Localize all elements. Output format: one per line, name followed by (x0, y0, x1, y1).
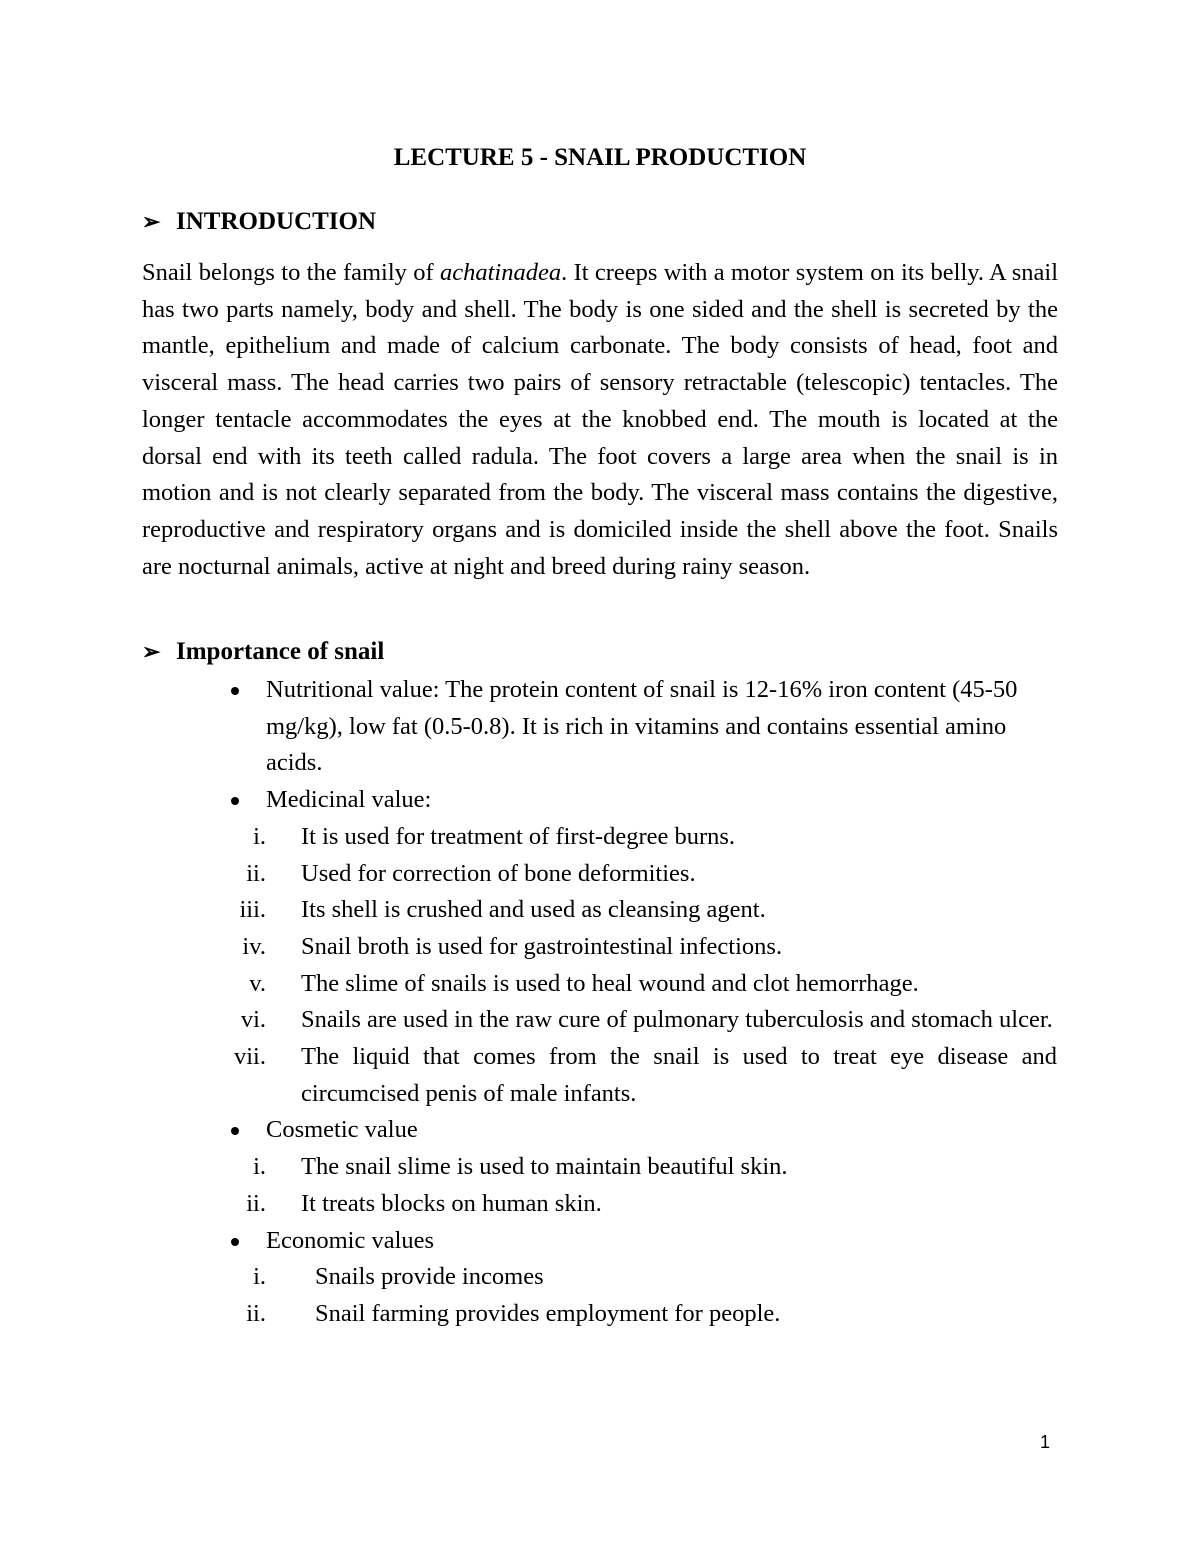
importance-list (0, 672, 1200, 1333)
list-item-number: vi. (240, 1006, 266, 1034)
heading-text: INTRODUCTION (176, 208, 377, 235)
bullet-text: Nutritional value: The protein content of snail is 12-16% iron content (45-50 mg/kg), low fat (0.5-0.8). It is rich in vitamins and contains essential amino acids. (266, 676, 1018, 777)
page-number: 1 (1040, 1432, 1051, 1452)
intro-text-rest: . It creeps with a motor system on its belly. A snail has two parts namely, body and shell. The body is one sided and the shell is secreted by the mantle, epithelium and made of calcium carbonate. The body consists of head, foot and visceral mass. The head carries two pairs of sensory retractable (telescopic) tentacles. The longer tentacle accommodates the eyes at the knobbed end. The mouth is located at the dorsal end with its teeth called radula. The foot covers a large area when the snail is in motion and is not clearly separated from the body. The visceral mass contains the digestive, reproductive and respiratory organs and is domiciled inside the shell above the foot. Snails are nocturnal animals, active at night and breed during rainy season. (142, 259, 1058, 580)
list-item-text: Snails provide incomes (315, 1263, 544, 1291)
arrow-bullet-icon: ➢ (142, 639, 161, 664)
list-item-number: vii. (234, 1043, 266, 1071)
list-item-text: Snail broth is used for gastrointestinal infections. (301, 932, 783, 960)
list-item (0, 856, 1057, 893)
section-heading-introduction (142, 204, 376, 240)
bullet-item-medicinal (0, 782, 1056, 819)
list-item (0, 819, 1057, 856)
list-item (0, 966, 1057, 1003)
list-item-number: iv. (242, 932, 266, 960)
list-item-text: Snail farming provides employment for people. (315, 1299, 781, 1327)
list-item-number: ii. (246, 1299, 266, 1327)
list-item-number: ii. (246, 859, 266, 887)
list-item-text: Snails are used in the raw cure of pulmonary tuberculosis and stomach ulcer. (301, 1006, 1053, 1034)
list-item (0, 1039, 1057, 1112)
list-item (0, 929, 1057, 966)
list-item-text: The slime of snails is used to heal wound and clot hemorrhage. (301, 969, 919, 997)
list-item-number: i. (253, 822, 266, 850)
bullet-text: Economic values (266, 1226, 435, 1254)
intro-italic-term: achatinadea (440, 259, 562, 286)
list-item (0, 1149, 1057, 1186)
list-item-number: i. (253, 1153, 266, 1181)
page-title: LECTURE 5 - SNAIL PRODUCTION (393, 144, 807, 171)
list-item (0, 1259, 1057, 1296)
list-item-text: It treats blocks on human skin. (301, 1189, 602, 1217)
list-item-text: It is used for treatment of first-degree burns. (301, 822, 736, 850)
list-item (0, 1186, 1057, 1223)
bullet-item-nutritional (0, 672, 1056, 782)
list-item (0, 892, 1057, 929)
list-item-number: ii. (246, 1189, 266, 1217)
bullet-dot-icon (231, 1238, 239, 1246)
list-item (0, 1296, 1057, 1333)
bullet-dot-icon (231, 797, 239, 805)
list-item-text: Its shell is crushed and used as cleansing agent. (301, 896, 766, 924)
bullet-text: Medicinal value: (266, 786, 432, 814)
list-item-number: iii. (239, 896, 266, 924)
list-item (0, 1002, 1057, 1039)
bullet-dot-icon (231, 687, 239, 695)
intro-text-start: Snail belongs to the family of (142, 259, 440, 286)
list-item-text: The liquid that comes from the snail is used to treat eye disease and circumcised penis of male infants. (301, 1043, 1057, 1107)
list-item-text: The snail slime is used to maintain beautiful skin. (301, 1153, 788, 1181)
bullet-item-cosmetic (0, 1112, 1056, 1149)
list-item-text: Used for correction of bone deformities. (301, 859, 696, 887)
section-heading-importance (142, 634, 384, 670)
arrow-bullet-icon: ➢ (142, 209, 161, 234)
bullet-text: Cosmetic value (266, 1116, 418, 1144)
bullet-dot-icon (231, 1127, 239, 1135)
bullet-item-economic (0, 1223, 1056, 1260)
heading-text: Importance of snail (176, 638, 385, 665)
list-item-number: v. (249, 969, 266, 997)
list-item-number: i. (253, 1263, 266, 1291)
introduction-paragraph (142, 255, 1058, 585)
